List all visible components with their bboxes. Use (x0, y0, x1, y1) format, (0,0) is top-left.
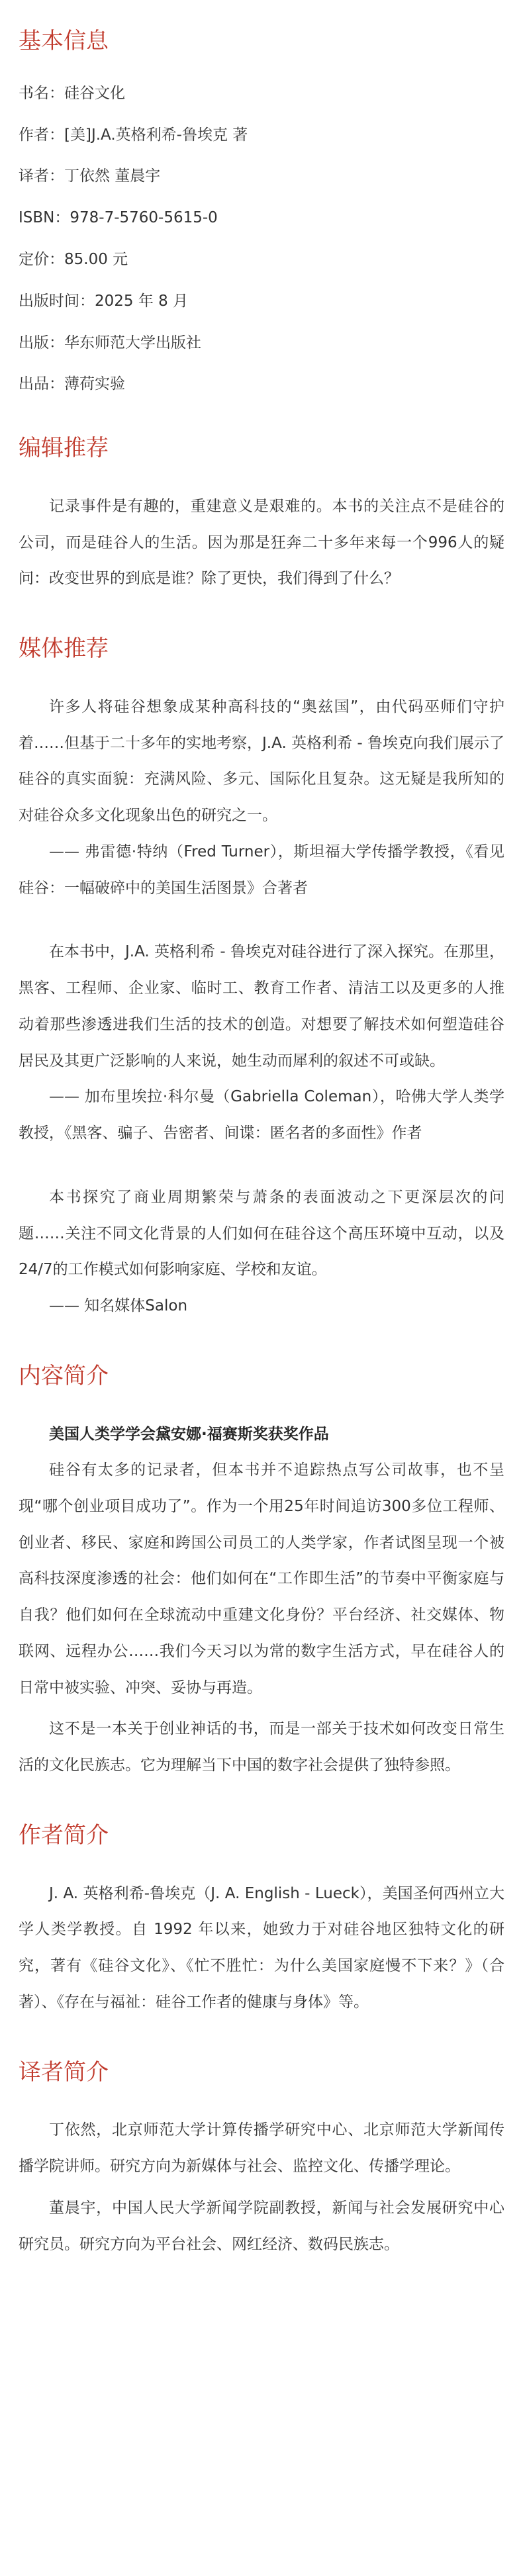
media-quote: 许多人将硅谷想象成某种高科技的“奥兹国”，由代码巫师们守护着……但基于二十多年的实地考察，J.A. 英格利希 - 鲁埃克向我们展示了硅谷的真实面貌：充满风险、多元、国际化且复杂。这无疑是我所知的对硅谷众多文化现象出色的研究之一。 (19, 698, 504, 825)
editor-recommend-text: 记录事件是有趣的，重建意义是艰难的。本书的关注点不是硅谷的公司，而是硅谷人的生活。因为那是狂奔二十多年来每一个996人的疑问：改变世界的到底是谁？除了更快，我们得到了什么？ (19, 497, 504, 588)
isbn-line: ISBN：978-7-5760-5615-0 (19, 209, 218, 227)
translator-intro-section (19, 2059, 504, 2263)
section-title-basic-info: 基本信息 (19, 28, 109, 54)
media-quote-attribution: —— 知名媒体Salon (49, 1297, 188, 1314)
media-quote-attribution: —— 弗雷德·特纳（Fred Turner），斯坦福大学传播学教授，《看见硅谷：一幅破碎中的美国生活图景》合著者 (19, 843, 504, 897)
price-line: 定价：85.00 元 (19, 250, 128, 268)
author-intro-text: J. A. 英格利希-鲁埃克（J. A. English - Lueck），美国圣何西州立大学人类学教授。自 1992 年以来，她致力于对硅谷地区独特文化的研究，著有《硅谷文化》、《忙不胜忙：为什么美国家庭慢不下来？》（合著）、《存在与福祉：硅谷工作者的健康与身体》等。 (19, 1884, 504, 2011)
section-title-translator-intro: 译者简介 (19, 2058, 109, 2086)
publisher-line: 出版：华东师范大学出版社 (19, 334, 201, 351)
producer-line: 出品：薄荷实验 (19, 375, 125, 393)
editor-recommend-section (19, 435, 504, 597)
author-intro-section (19, 1822, 504, 2021)
pubdate-line: 出版时间：2025 年 8 月 (19, 292, 189, 310)
basic-info-section (19, 28, 504, 396)
section-title-author-intro: 作者简介 (19, 1821, 109, 1849)
content-paragraph: 这不是一本关于创业神话的书，而是一部关于技术如何改变日常生活的文化民族志。它为理解当下中国的数字社会提供了独特参照。 (19, 1720, 504, 1774)
media-quote: 在本书中，J.A. 英格利希 - 鲁埃克对硅谷进行了深入探究。在那里，黑客、工程师、企业家、临时工、教育工作者、清洁工以及更多的人推动着那些渗透进我们生活的技术的创造。对想要了解技术如何塑造硅谷居民及其更广泛影响的人来说，她生动而犀利的叙述不可或缺。 (19, 943, 504, 1070)
media-recommend-section (19, 635, 504, 1324)
author-line: 作者：[美]J.A.英格利希-鲁埃克 著 (19, 126, 248, 144)
content-paragraph: 硅谷有太多的记录者，但本书并不追踪热点写公司故事，也不呈现“哪个创业项目成功了”。作为一个用25年时间追访300多位工程师、创业者、移民、家庭和跨国公司员工的人类学家，作者试图呈现一个被高科技深度渗透的社会：他们如何在“工作即生活”的节奏中平衡家庭与自我？他们如何在全球流动中重建文化身份？平台经济、社交媒体、物联网、远程办公……我们今天习以为常的数字生活方式，早在硅谷人的日常中被实验、冲突、妥协与再造。 (19, 1461, 504, 1696)
section-title-editor-recommend: 编辑推荐 (19, 435, 109, 462)
media-quote: 本书探究了商业周期繁荣与萧条的表面波动之下更深层次的问题……关注不同文化背景的人们如何在硅谷这个高压环境中互动，以及24/7的工作模式如何影响家庭、学校和友谊。 (19, 1188, 504, 1279)
section-title-content-intro: 内容简介 (19, 1362, 109, 1389)
translator-intro-paragraph: 董晨宇，中国人民大学新闻学院副教授，新闻与社会发展研究中心研究员。研究方向为平台社会、网红经济、数码民族志。 (19, 2199, 504, 2253)
section-title-media-recommend: 媒体推荐 (19, 635, 109, 663)
media-quote-attribution: —— 加布里埃拉·科尔曼（Gabriella Coleman），哈佛大学人类学教授，《黑客、骗子、告密者、间谍：匿名者的多面性》作者 (19, 1088, 504, 1142)
content-intro-section (19, 1363, 504, 1784)
book-title-line: 书名：硅谷文化 (19, 84, 125, 102)
translator-line: 译者：丁依然 董晨宇 (19, 167, 161, 185)
award-line: 美国人类学学会黛安娜·福赛斯奖获奖作品 (49, 1425, 329, 1443)
translator-intro-paragraph: 丁依然，北京师范大学计算传播学研究中心、北京师范大学新闻传播学院讲师。研究方向为新媒体与社会、监控文化、传播学理论。 (19, 2121, 504, 2176)
